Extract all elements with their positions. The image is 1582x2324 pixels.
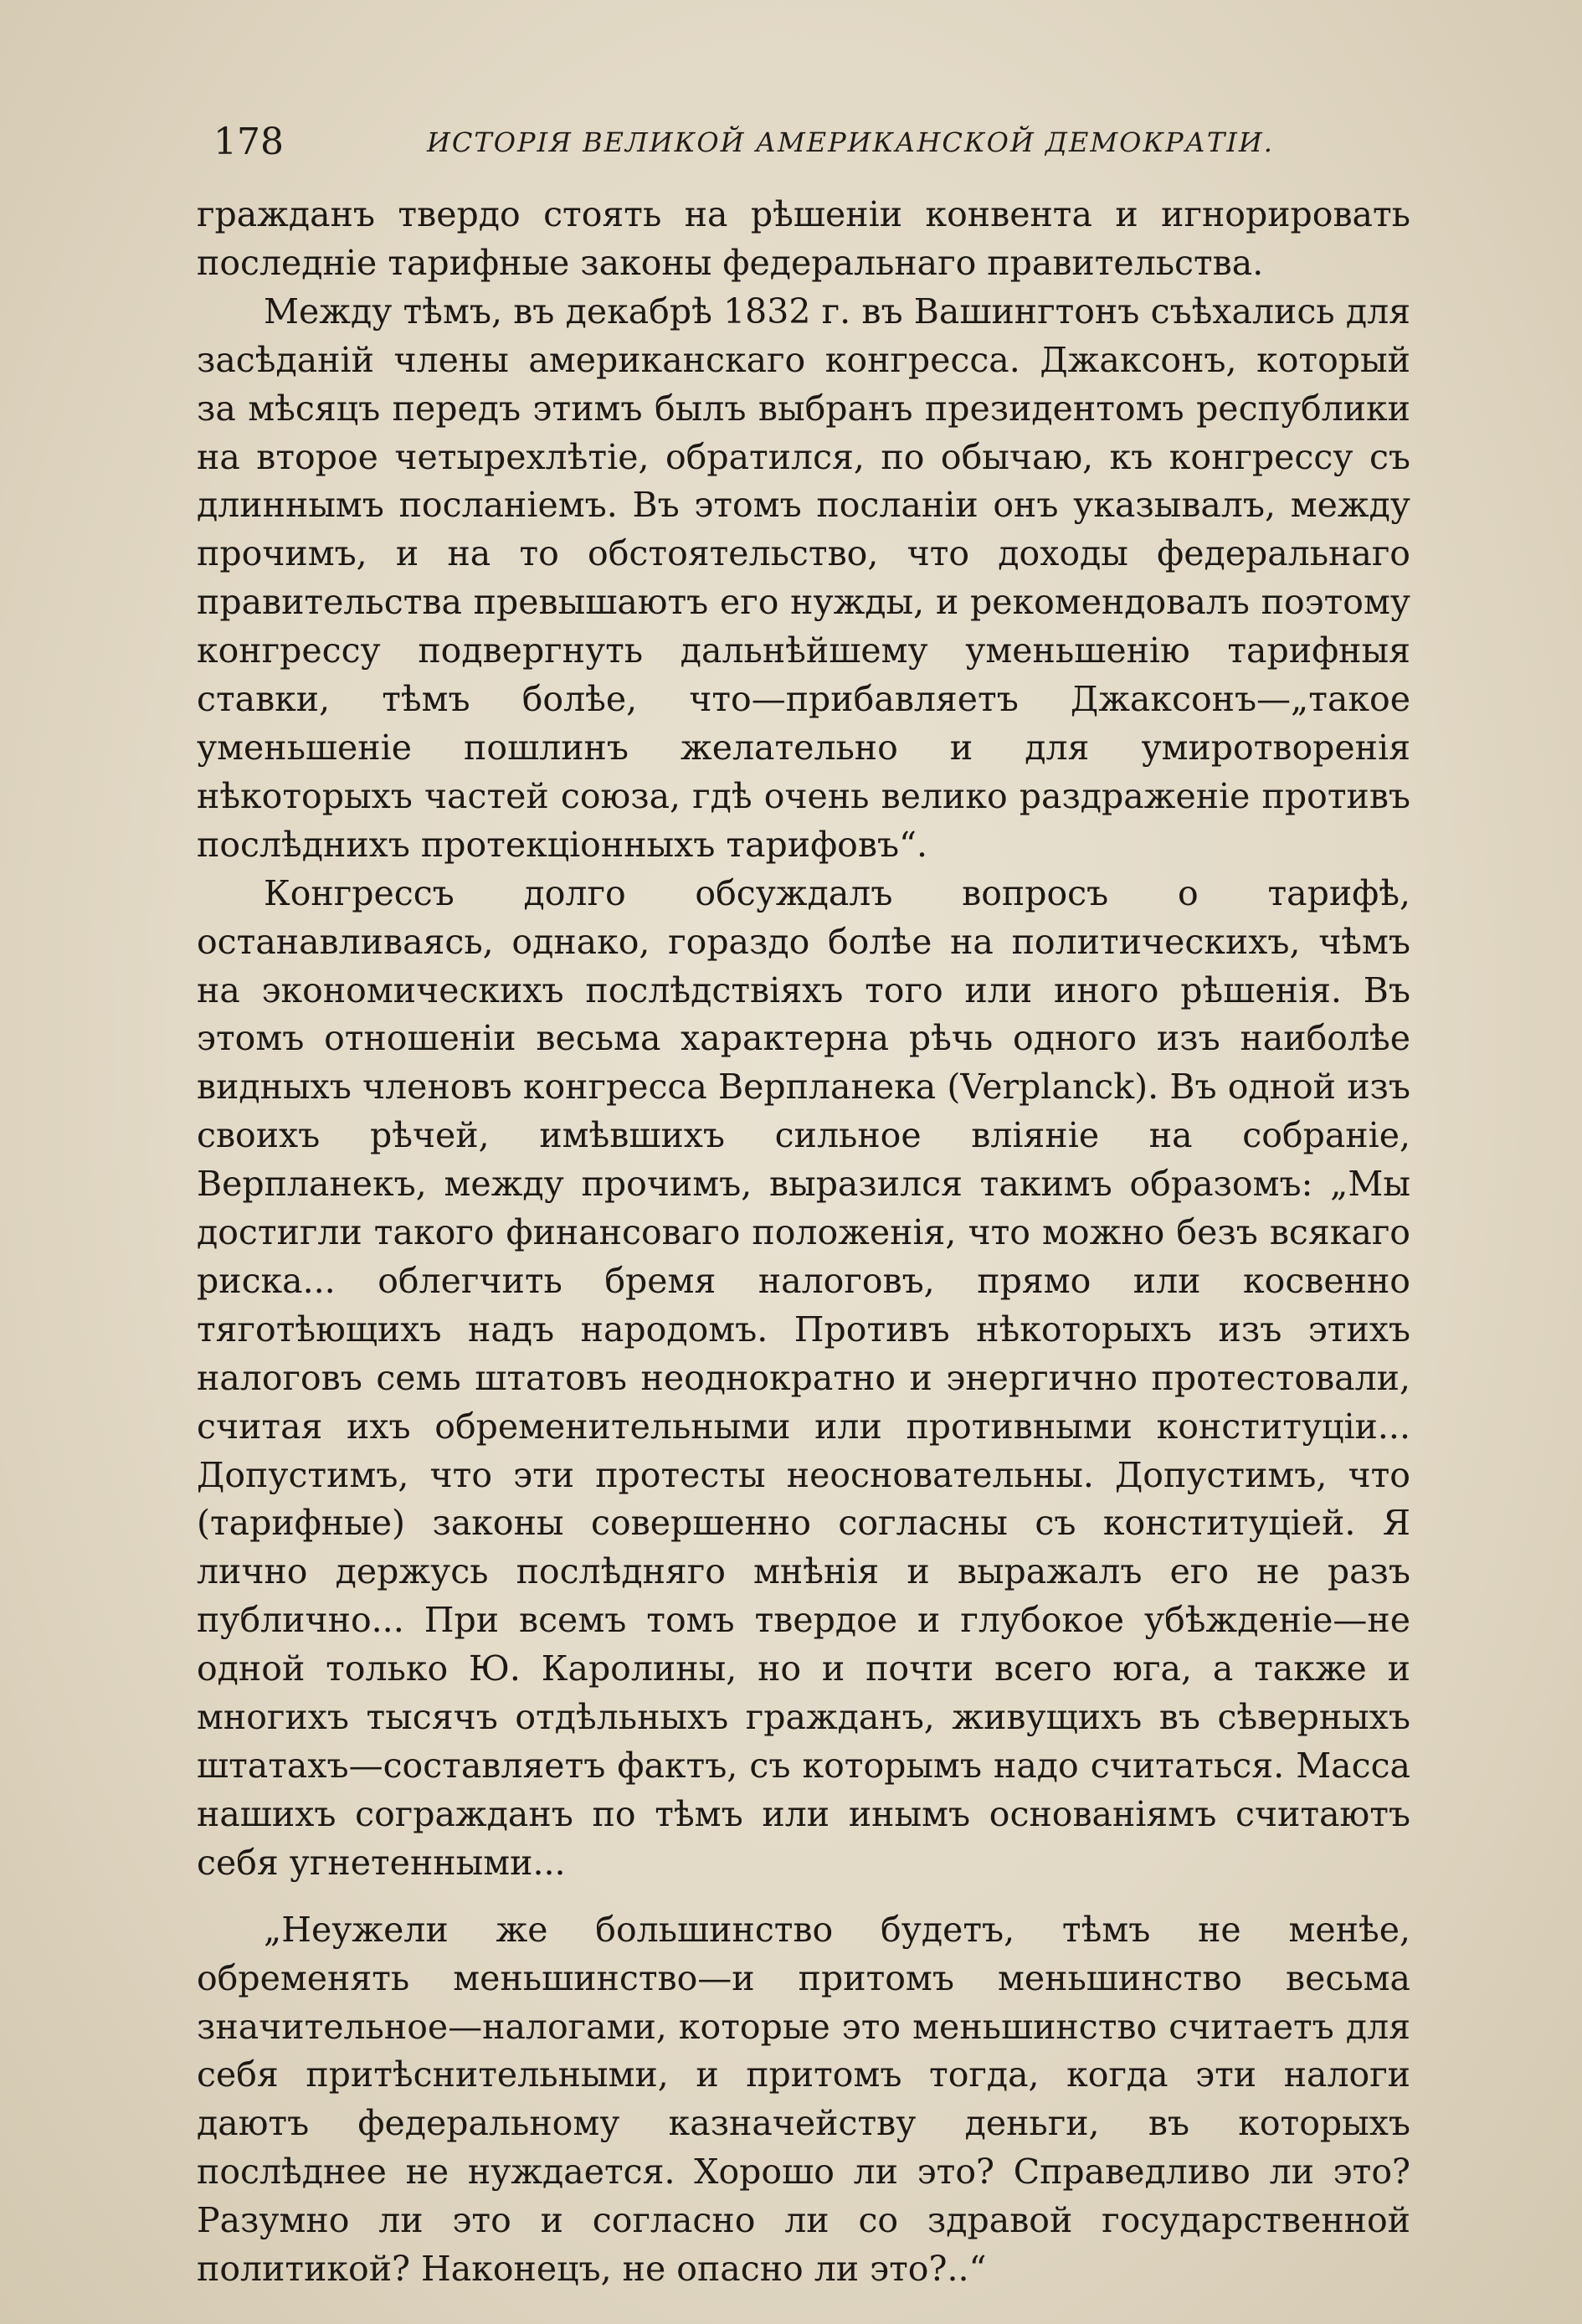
paragraph-continuation: гражданъ твердо стоять на рѣшеніи конвента и игнорировать последніе тарифные законы федеральнаго правительства.	[197, 194, 1410, 283]
paragraph-congress-debate: Конгрессъ долго обсуждалъ вопросъ о тарифѣ, останавливаясь, однако, гораздо болѣе на политическихъ, чѣмъ на экономическихъ послѣдствіяхъ того или иного рѣшенія. Въ этомъ отношеніи весьма характерна рѣчь одного изъ наиболѣе видныхъ членовъ конгресса Верпланека (Verplanck). Въ одной изъ своихъ рѣчей, имѣвшихъ сильное вліяніе на собраніе, Верпланекъ, между прочимъ, выразился такимъ образомъ: „Мы достигли такого финансоваго положенія, что можно безъ всякаго риска... облегчить бремя налоговъ, прямо или косвенно тяготѣющихъ надъ народомъ. Противъ нѣкоторыхъ изъ этихъ налоговъ семь штатовъ неоднократно и энергично протестовали, считая ихъ обременительными или противными конституціи... Допустимъ, что эти протесты неосновательны. Допустимъ, что (тарифные) законы совершенно согласны съ конституціей. Я лично держусь послѣдняго мнѣнія и выражалъ его не разъ публично... При всемъ томъ твердое и глубокое убѣжденіе—не одной только Ю. Каролины, но и почти всего юга, а также и многихъ тысячъ отдѣльныхъ гражданъ, живущихъ въ сѣверныхъ штатахъ—составляетъ фактъ, съ которымъ надо считаться. Масса нашихъ согражданъ по тѣмъ или инымъ основаніямъ считаютъ себя угнетенными...	[197, 872, 1410, 1883]
running-title: ИСТОРІЯ ВЕЛИКОЙ АМЕРИКАНСКОЙ ДЕМОКРАТІИ.	[427, 126, 1274, 158]
body-text	[197, 191, 1410, 2294]
page-number: 178	[213, 121, 284, 163]
page-header	[213, 117, 1415, 167]
paragraph-verplanck-quote: „Неужели же большинство будетъ, тѣмъ не менѣе, обременять меньшинство—и притомъ меньшинство весьма значительное—налогами, которые это меньшинство считаетъ для себя притѣснительными, и притомъ тогда, когда эти налоги даютъ федеральному казначейству деньги, въ которыхъ послѣднее не нуждается. Хорошо ли это? Справедливо ли это? Разумно ли это и согласно ли со здравой государственной политикой? Наконецъ, не опасно ли это?..“	[197, 1909, 1410, 2290]
paragraph-jackson-message: Между тѣмъ, въ декабрѣ 1832 г. въ Вашингтонъ съѣхались для засѣданій члены американскаго конгресса. Джаксонъ, который за мѣсяцъ передъ этимъ былъ выбранъ президентомъ республики на второе четырехлѣтіе, обратился, по обычаю, къ конгрессу съ длиннымъ посланіемъ. Въ этомъ посланіи онъ указывалъ, между прочимъ, и на то обстоятельство, что доходы федеральнаго правительства превышаютъ его нужды, и рекомендовалъ поэтому конгрессу подвергнуть дальнѣйшему уменьшенію тарифныя ставки, тѣмъ болѣе, что—прибавляетъ Джаксонъ—„такое уменьшеніе пошлинъ желательно и для умиротворенія нѣкоторыхъ частей союза, гдѣ очень велико раздраженіе противъ послѣднихъ протекціонныхъ тарифовъ“.	[197, 290, 1410, 865]
